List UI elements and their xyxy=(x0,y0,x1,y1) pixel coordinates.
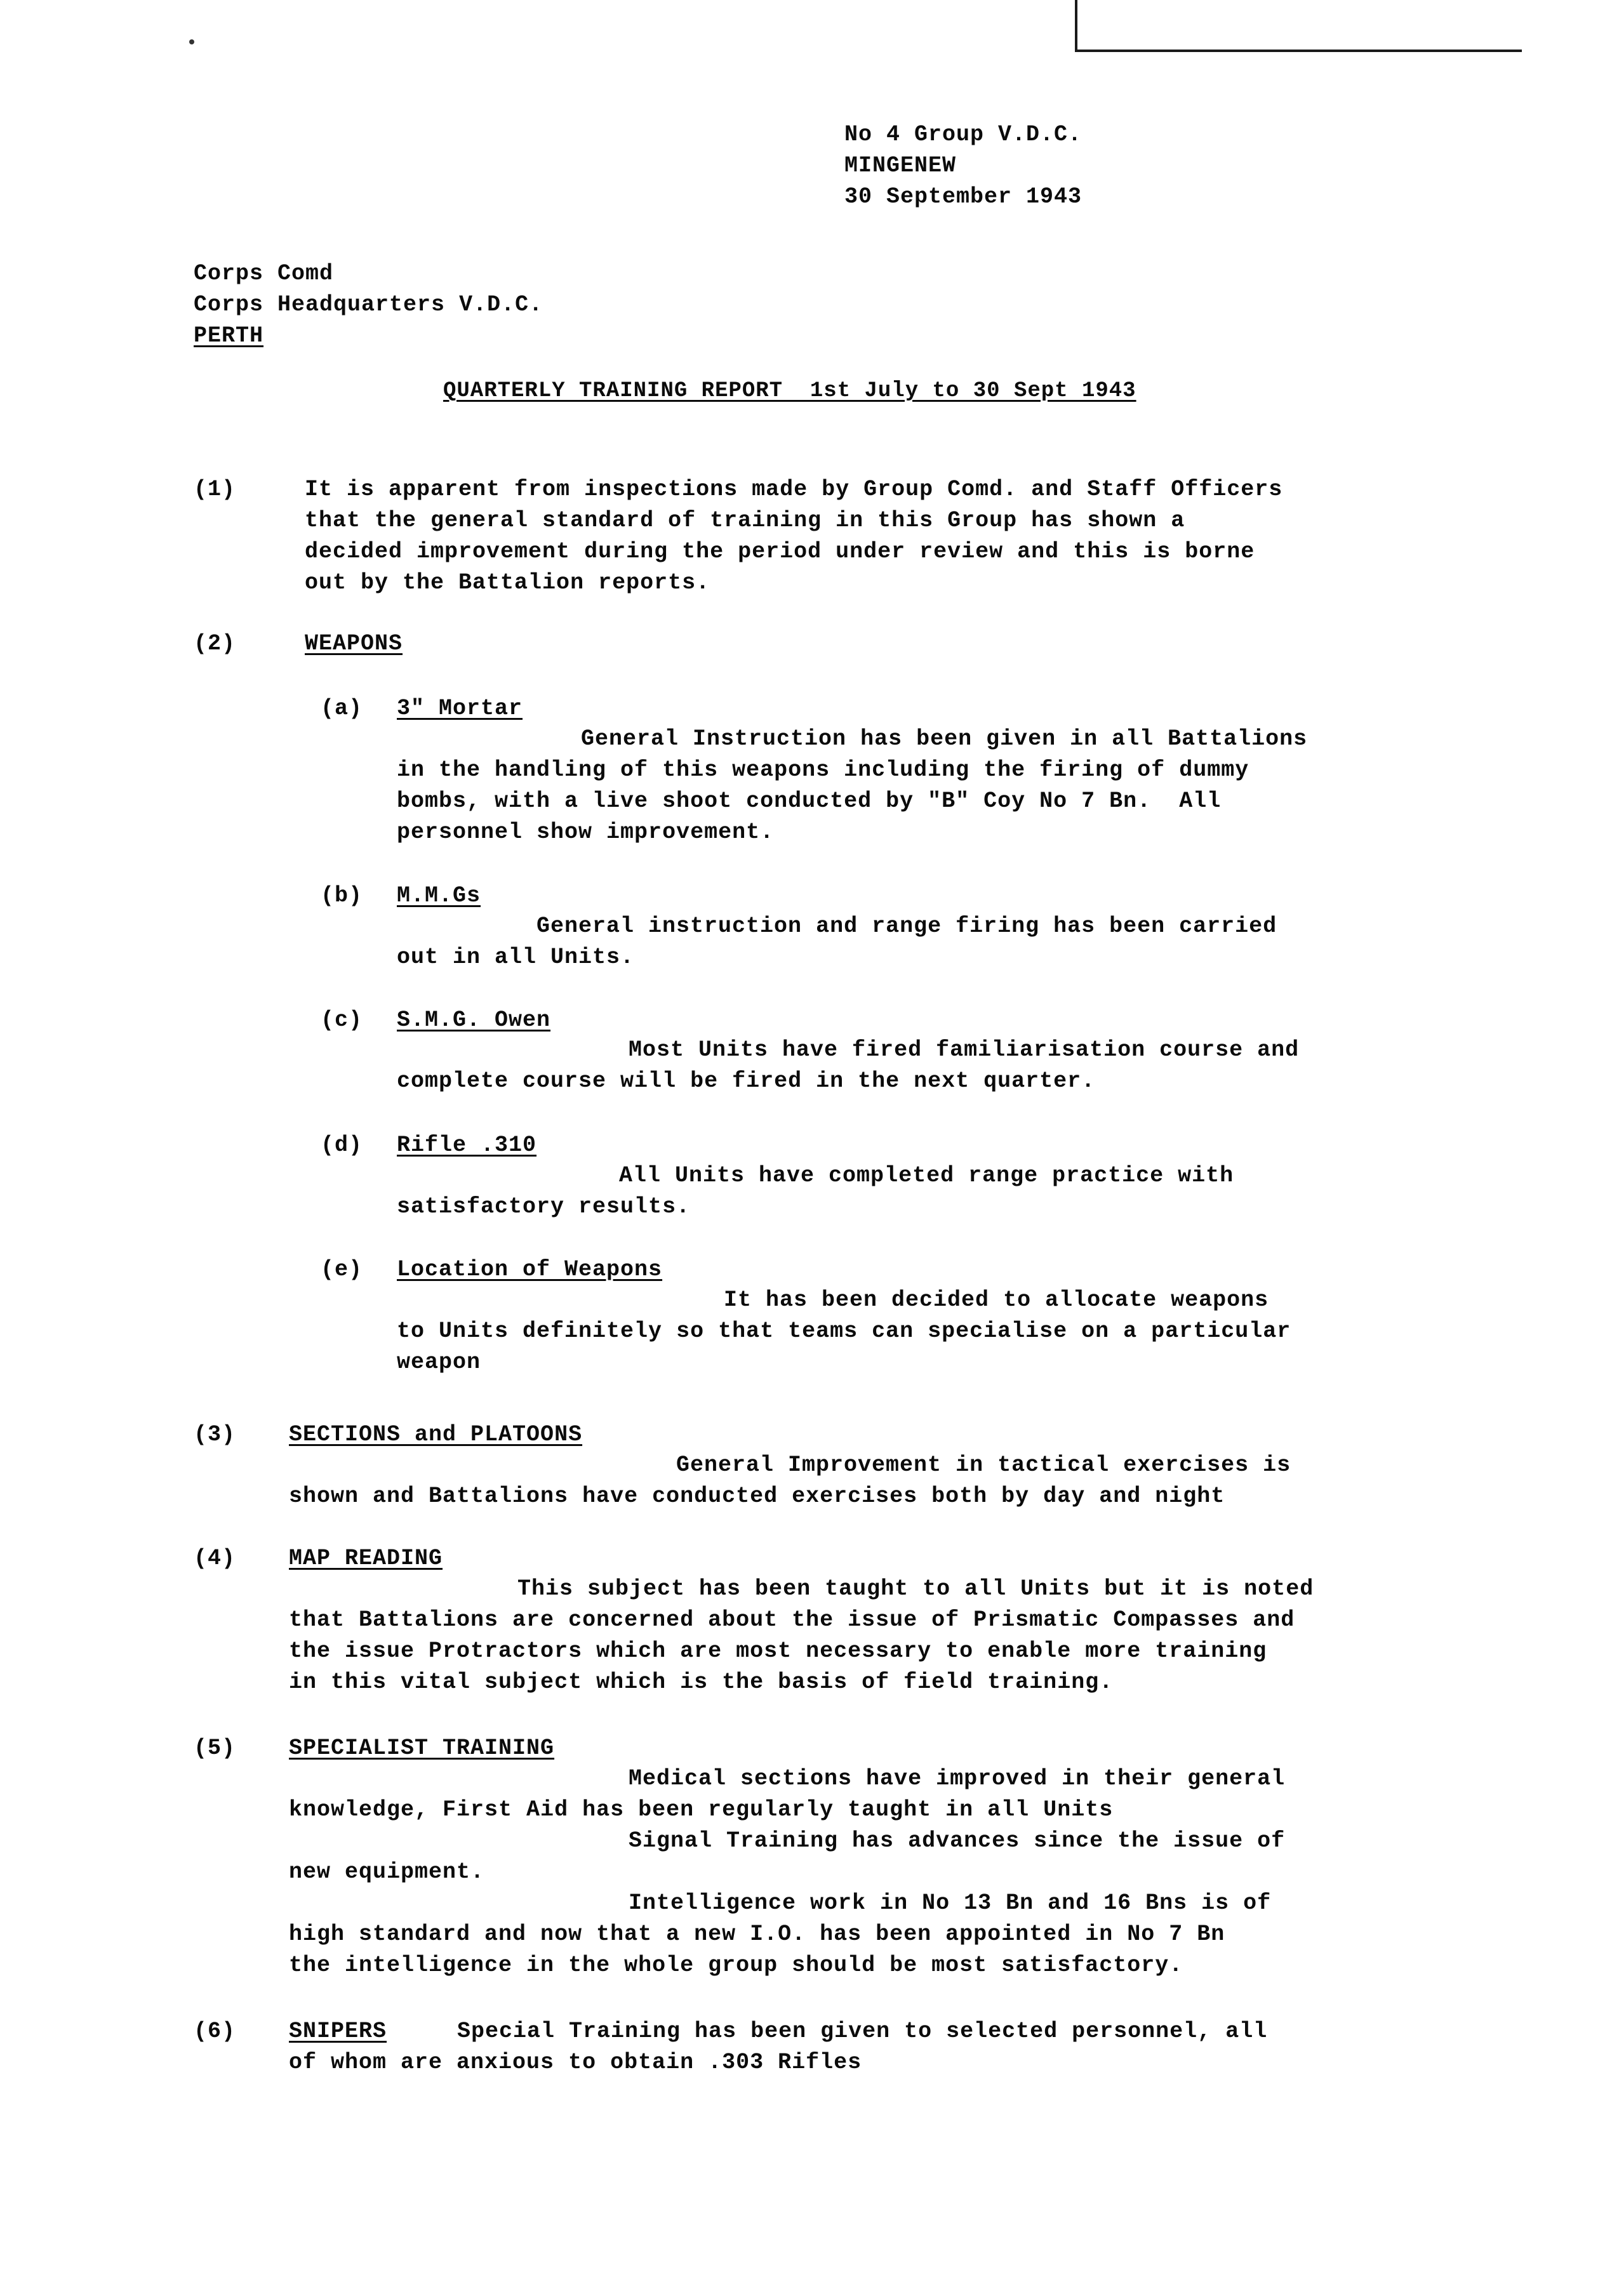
header-place: MINGENEW xyxy=(844,153,957,178)
header-date: 30 September 1943 xyxy=(844,184,1082,209)
sub-c-line: complete course will be fired in the next quarter. xyxy=(397,1068,1096,1094)
sub-b-label: (b) xyxy=(321,883,363,908)
sub-a-label: (a) xyxy=(321,696,363,721)
sub-b-line: General instruction and range firing has been carried xyxy=(536,913,1277,939)
para-2-heading: WEAPONS xyxy=(305,631,403,656)
header-group: No 4 Group V.D.C. xyxy=(844,122,1082,147)
para-5-line: Medical sections have improved in their general xyxy=(629,1766,1286,1791)
sub-b-line: out in all Units. xyxy=(397,945,635,970)
para-3-line: shown and Battalions have conducted exercises both by day and night xyxy=(289,1483,1225,1509)
para-1-line: that the general standard of training in this Group has shown a xyxy=(305,508,1185,533)
sub-a-title: 3" Mortar xyxy=(397,696,523,721)
addressee-line-3: PERTH xyxy=(194,323,264,348)
sub-e-line: to Units definitely so that teams can specialise on a particular xyxy=(397,1318,1291,1344)
sub-d-label: (d) xyxy=(321,1132,363,1158)
para-1-line: out by the Battalion reports. xyxy=(305,570,710,595)
addressee-line-2: Corps Headquarters V.D.C. xyxy=(194,292,543,317)
para-5-line: Intelligence work in No 13 Bn and 16 Bns is of xyxy=(629,1890,1272,1916)
para-3-number: (3) xyxy=(194,1422,236,1447)
para-1-line: decided improvement during the period under review and this is borne xyxy=(305,539,1255,564)
para-4-line: in this vital subject which is the basis of field training. xyxy=(289,1669,1114,1695)
para-5-line: new equipment. xyxy=(289,1859,485,1885)
sub-a-line: General Instruction has been given in all Battalions xyxy=(581,726,1308,752)
para-5-line: high standard and now that a new I.O. has been appointed in No 7 Bn xyxy=(289,1921,1225,1947)
para-4-line: that Battalions are concerned about the issue of Prismatic Compasses and xyxy=(289,1607,1295,1633)
para-4-line: the issue Protractors which are most necessary to enable more training xyxy=(289,1638,1267,1664)
para-1-line: It is apparent from inspections made by Group Comd. and Staff Officers xyxy=(305,477,1283,502)
para-4-line: This subject has been taught to all Units but it is noted xyxy=(517,1576,1314,1602)
addressee-line-1: Corps Comd xyxy=(194,261,334,286)
para-5-line: knowledge, First Aid has been regularly taught in all Units xyxy=(289,1797,1114,1822)
page-title: QUARTERLY TRAINING REPORT 1st July to 30 Sept 1943 xyxy=(443,379,1136,403)
sub-c-label: (c) xyxy=(321,1007,363,1033)
para-4-heading: MAP READING xyxy=(289,1546,443,1571)
sub-c-line: Most Units have fired familiarisation course and xyxy=(629,1037,1300,1063)
sub-b-title: M.M.Gs xyxy=(397,883,481,908)
para-5-line: Signal Training has advances since the issue of xyxy=(629,1828,1286,1854)
para-6-heading: SNIPERS xyxy=(289,2019,387,2044)
para-6-number: (6) xyxy=(194,2019,236,2044)
sub-e-label: (e) xyxy=(321,1257,363,1282)
para-3-line: General Improvement in tactical exercises is xyxy=(676,1452,1291,1478)
sub-d-line: satisfactory results. xyxy=(397,1194,691,1219)
sub-e-line: weapon xyxy=(397,1350,481,1375)
para-5-heading: SPECIALIST TRAINING xyxy=(289,1735,555,1761)
para-5-number: (5) xyxy=(194,1735,236,1761)
ink-speck xyxy=(189,39,194,44)
para-2-number: (2) xyxy=(194,631,236,656)
sub-a-line: bombs, with a live shoot conducted by "B" Coy No 7 Bn. All xyxy=(397,788,1222,814)
para-3-heading: SECTIONS and PLATOONS xyxy=(289,1422,583,1447)
sub-e-title: Location of Weapons xyxy=(397,1257,663,1282)
sub-d-line: All Units have completed range practice with xyxy=(619,1163,1234,1188)
sub-c-title: S.M.G. Owen xyxy=(397,1007,551,1033)
sub-e-line: It has been decided to allocate weapons xyxy=(724,1287,1269,1313)
para-6-line: of whom are anxious to obtain .303 Rifles xyxy=(289,2050,862,2075)
para-6-line: Special Training has been given to selected personnel, all xyxy=(457,2019,1268,2044)
para-5-line: the intelligence in the whole group should be most satisfactory. xyxy=(289,1953,1183,1978)
para-4-number: (4) xyxy=(194,1546,236,1571)
sub-d-title: Rifle .310 xyxy=(397,1132,537,1158)
para-1-number: (1) xyxy=(194,477,236,502)
sub-a-line: in the handling of this weapons including the firing of dummy xyxy=(397,757,1249,783)
corner-stamp-box xyxy=(1075,0,1522,52)
sub-a-line: personnel show improvement. xyxy=(397,820,775,845)
